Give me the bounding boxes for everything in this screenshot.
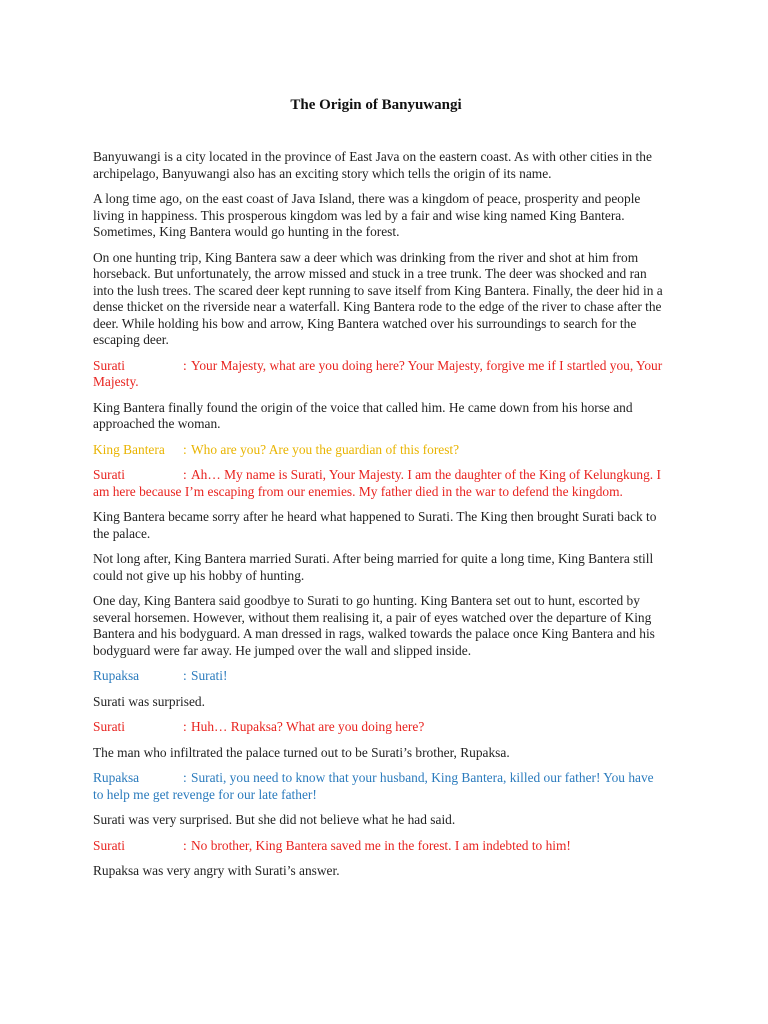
dialogue-line xyxy=(93,358,665,391)
dialogue-colon: : xyxy=(183,837,187,853)
narrative-paragraph: Not long after, King Bantera married Surati. After being married for quite a long time, King Bantera still could not give up his hobby of hunting. xyxy=(93,551,654,583)
dialogue-colon: : xyxy=(183,668,187,683)
dialogue-colon: : xyxy=(183,770,187,785)
dialogue-line xyxy=(93,467,665,500)
dialogue-text: Your Majesty, what are you doing here? Your Majesty, forgive me if I startled you, Your Majesty. xyxy=(93,357,663,389)
narrative-paragraph: On one hunting trip, King Bantera saw a deer which was drinking from the river and shot at him from horseback. But unfortunately, the arrow missed and stuck in a tree trunk. The deer was shocked and ran into the lush trees. The scared deer kept running to save itself from King Bantera. Finally, the deer hid in a dense thicket on the riverside near a waterfall. King Bantera rode to the edge of the river to chase after the deer. While holding his bow and arrow, King Bantera watched over his surroundings to search for the escaping deer. xyxy=(93,249,663,347)
narrative-paragraph: Surati was very surprised. But she did not believe what he had said. xyxy=(93,812,456,827)
dialogue-speaker: Surati xyxy=(93,357,125,373)
dialogue-speaker: Rupaksa xyxy=(93,770,140,785)
dialogue-text: Surati, you need to know that your husband, King Bantera, killed our father! You have to help me get revenge for our late father! xyxy=(93,770,654,802)
document-title: The Origin of Banyuwangi xyxy=(290,97,462,113)
dialogue-line xyxy=(93,770,665,803)
dialogue-speaker: King Bantera xyxy=(93,441,165,457)
narrative-paragraph: Banyuwangi is a city located in the province of East Java on the eastern coast. As with other cities in the archipelago, Banyuwangi also has an exciting story which tells the origin of its name. xyxy=(93,149,652,181)
dialogue-speaker: Surati xyxy=(93,837,125,853)
narrative-paragraph: Rupaksa was very angry with Surati’s answer. xyxy=(93,863,340,878)
narrative-paragraph: One day, King Bantera said goodbye to Surati to go hunting. King Bantera set out to hunt, escorted by several horsemen. However, without them realising it, a pair of eyes watched over the departure of King Bantera and his bodyguard. A man dressed in rags, walked towards the palace once King Bantera and his bodyguard were far away. He jumped over the wall and slipped inside. xyxy=(93,593,655,658)
dialogue-text: Surati! xyxy=(191,668,228,683)
dialogue-speaker: Surati xyxy=(93,467,125,482)
dialogue-line xyxy=(93,719,665,736)
narrative-paragraph: King Bantera became sorry after he heard what happened to Surati. The King then brought Surati back to the palace. xyxy=(93,509,657,541)
dialogue-line xyxy=(93,838,665,855)
narrative-paragraph: A long time ago, on the east coast of Java Island, there was a kingdom of peace, prosperity and people living in happiness. This prosperous kingdom was led by a fair and wise king named King Bantera. Sometimes, King Bantera would go hunting in the forest. xyxy=(93,191,641,239)
dialogue-line xyxy=(93,442,665,459)
narrative-paragraph: King Bantera finally found the origin of the voice that called him. He came down from his horse and approached the woman. xyxy=(93,399,633,431)
dialogue-text: No brother, King Bantera saved me in the forest. I am indebted to him! xyxy=(191,837,571,853)
dialogue-colon: : xyxy=(183,441,187,457)
dialogue-text: Ah… My name is Surati, Your Majesty. I am the daughter of the King of Kelungkung. I am here because I’m escaping from our enemies. My father died in the war to defend the kingdom. xyxy=(93,467,661,499)
dialogue-colon: : xyxy=(183,357,187,373)
dialogue-line xyxy=(93,668,665,685)
dialogue-speaker: Surati xyxy=(93,719,125,734)
dialogue-text: Huh… Rupaksa? What are you doing here? xyxy=(191,719,425,734)
narrative-paragraph: The man who infiltrated the palace turned out to be Surati’s brother, Rupaksa. xyxy=(93,744,510,760)
dialogue-colon: : xyxy=(183,719,187,734)
dialogue-speaker: Rupaksa xyxy=(93,668,140,683)
dialogue-colon: : xyxy=(183,467,187,482)
dialogue-text: Who are you? Are you the guardian of this forest? xyxy=(191,441,460,457)
narrative-paragraph: Surati was surprised. xyxy=(93,693,205,709)
document-body xyxy=(93,149,665,889)
